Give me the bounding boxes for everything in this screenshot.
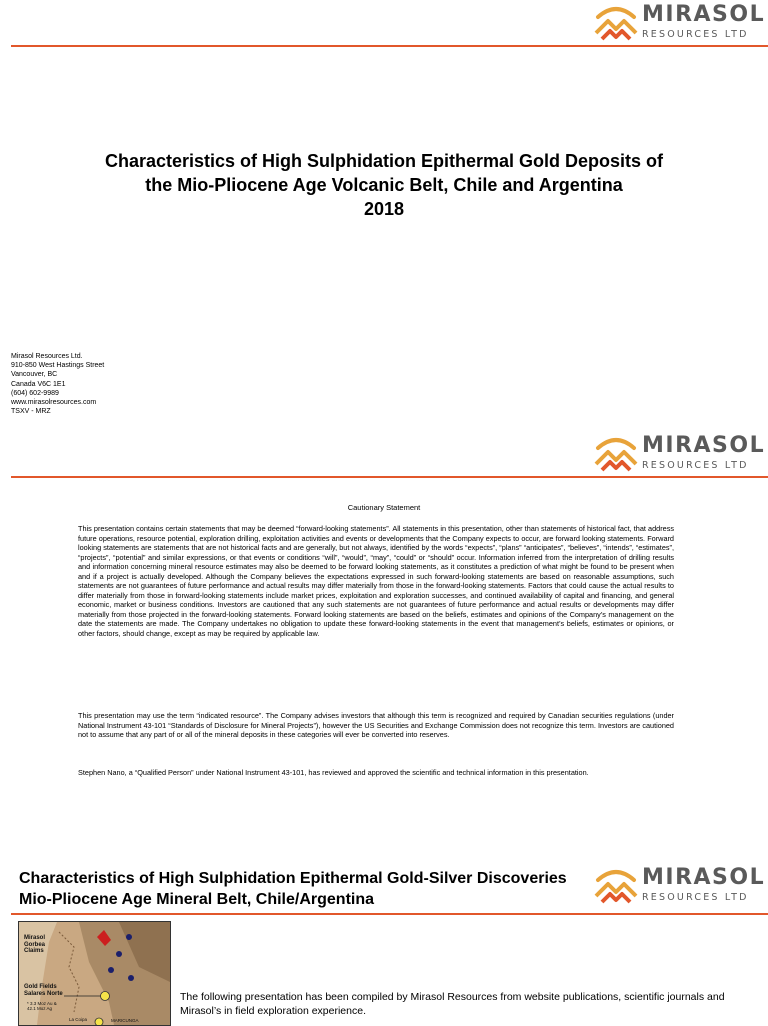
mountain-sun-logo-icon [594, 434, 638, 472]
address-company: Mirasol Resources Ltd. [11, 353, 83, 360]
address-street: 910-850 West Hastings Street [11, 362, 105, 370]
mountain-sun-logo-icon [594, 3, 638, 41]
slide3-title-line: Mio-Pliocene Age Mineral Belt, Chile/Argentina [19, 891, 375, 908]
mirasol-logo [594, 3, 765, 41]
slide3-title-line: Characteristics of High Sulphidation Epithermal Gold-Silver Discoveries [19, 870, 567, 887]
mirasol-logo [594, 434, 765, 472]
mountain-sun-logo-icon [594, 866, 638, 904]
address-ticker: TSXV - MRZ [11, 408, 51, 416]
map-label-line: Salares Norte [24, 990, 63, 997]
slide1-title [0, 149, 768, 221]
map-label-line: Gold Fields [24, 984, 57, 990]
logo-name: MIRASOL [642, 2, 766, 27]
map-label-line: 42.1 Moz Ag [27, 1006, 53, 1011]
logo-subtitle: RESOURCES LTD [642, 892, 749, 903]
logo-subtitle: RESOURCES LTD [642, 460, 749, 471]
header-rule [11, 913, 768, 915]
company-address [11, 352, 104, 416]
logo-name: MIRASOL [642, 433, 766, 458]
map-label-town: MARICUNGA [111, 1018, 139, 1023]
qualified-person-paragraph: Stephen Nano, a “Qualified Person” under National Instrument 43-101, has reviewed and approved the scientific and technical information in this presentation. [78, 768, 589, 777]
deposit-marker [126, 934, 132, 940]
map-label-line: Gorbea [24, 941, 46, 948]
map-label-small: La Coipa [69, 1017, 88, 1022]
intro-text: The following presentation has been compiled by Mirasol Resources from website publications, scientific journals and Mirasol’s in field exploration experience. [180, 991, 725, 1017]
deposit-marker [128, 975, 134, 981]
cautionary-paragraph-2: This presentation may use the term “indicated resource”. The Company advises investors that although this term is recognized and required by Canadian securities regulations (under National Instrument 43-101 “Standards of Disclosure for Mineral Projects”), however the US Securities and Exchange Commission does not recognize this term. Investors are cautioned not to assume that any part of or all of the mineral deposits in these categories will ever be converted into reserves. [78, 711, 674, 739]
address-city: Vancouver, BC [11, 371, 58, 379]
address-postal: Canada V6C 1E1 [11, 380, 66, 388]
slide1-title-line: the Mio-Pliocene Age Volcanic Belt, Chile and Argentina [145, 175, 623, 195]
slide3-title [19, 868, 567, 910]
map-label-line: * 3.3 Moz Au & [27, 1001, 57, 1006]
location-map [18, 921, 171, 1026]
salares-norte-marker [101, 992, 110, 1001]
logo-subtitle: RESOURCES LTD [642, 29, 749, 40]
map-label-resource [27, 1001, 57, 1011]
map-label-line: Mirasol [24, 935, 46, 941]
slide1-title-line: Characteristics of High Sulphidation Epithermal Gold Deposits of [104, 151, 664, 171]
header-rule [11, 45, 768, 47]
mirasol-logo [594, 866, 765, 904]
map-label-deposit [24, 984, 63, 997]
deposit-marker [116, 951, 122, 957]
slide1-title-year: 2018 [363, 199, 405, 219]
cautionary-paragraph-1: This presentation contains certain statements that may be deemed “forward-looking statements”. All statements in this presentation, other than statements of historical fact, that address future operations, resource potential, exploration drilling, exploitation activities and events or developments that the Company expects to occur, are forward looking statements. Forward looking statements are statements that are not historical facts and are generally, but not always, identified by the words “expects”, “plans” “anticipates”, “believes”, “intends”, “estimates”, “projects”, “potential” and similar expressions, or that events or conditions “will”, “would”, “may”, “could” or “should” occur. Information inferred from the interpretation of drilling results and information concerning mineral resource estimates may also be deemed to be forward looking statements, as it constitutes a prediction of what might be found to be present when and if a project is actually developed. Although the Company believes the expectations expressed in such forward-looking statements are based on reasonable assumptions, such statements are not guarantees of future performance and actual results may differ materially from those in the forward-looking statements. Factors that could cause the actual results to differ materially from those in forward-looking statements include market prices, exploitation and exploration successes, and continued availability of capital and financing, and general economic, market or business conditions. Investors are cautioned that any such statements are not guarantees of future performance and actual results or developments may differ materially from those projected in the forward-looking statements. Forward looking statements are based on the beliefs, estimates and opinions of the Company’s management on the date the statements are made. The Company undertakes no obligation to update these forward-looking statements in the event that management’s beliefs, estimates or opinions, or other factors, should change, except as may be required by applicable law. [78, 524, 674, 638]
map-label-line: Claims [24, 948, 44, 954]
address-website[interactable]: www.mirasolresources.com [11, 399, 97, 407]
cautionary-title: Cautionary Statement [347, 503, 421, 512]
address-phone: (604) 602-9989 [11, 389, 59, 397]
map-label-claims [24, 935, 45, 955]
header-rule [11, 476, 768, 478]
deposit-marker [108, 967, 114, 973]
logo-name: MIRASOL [642, 865, 766, 890]
